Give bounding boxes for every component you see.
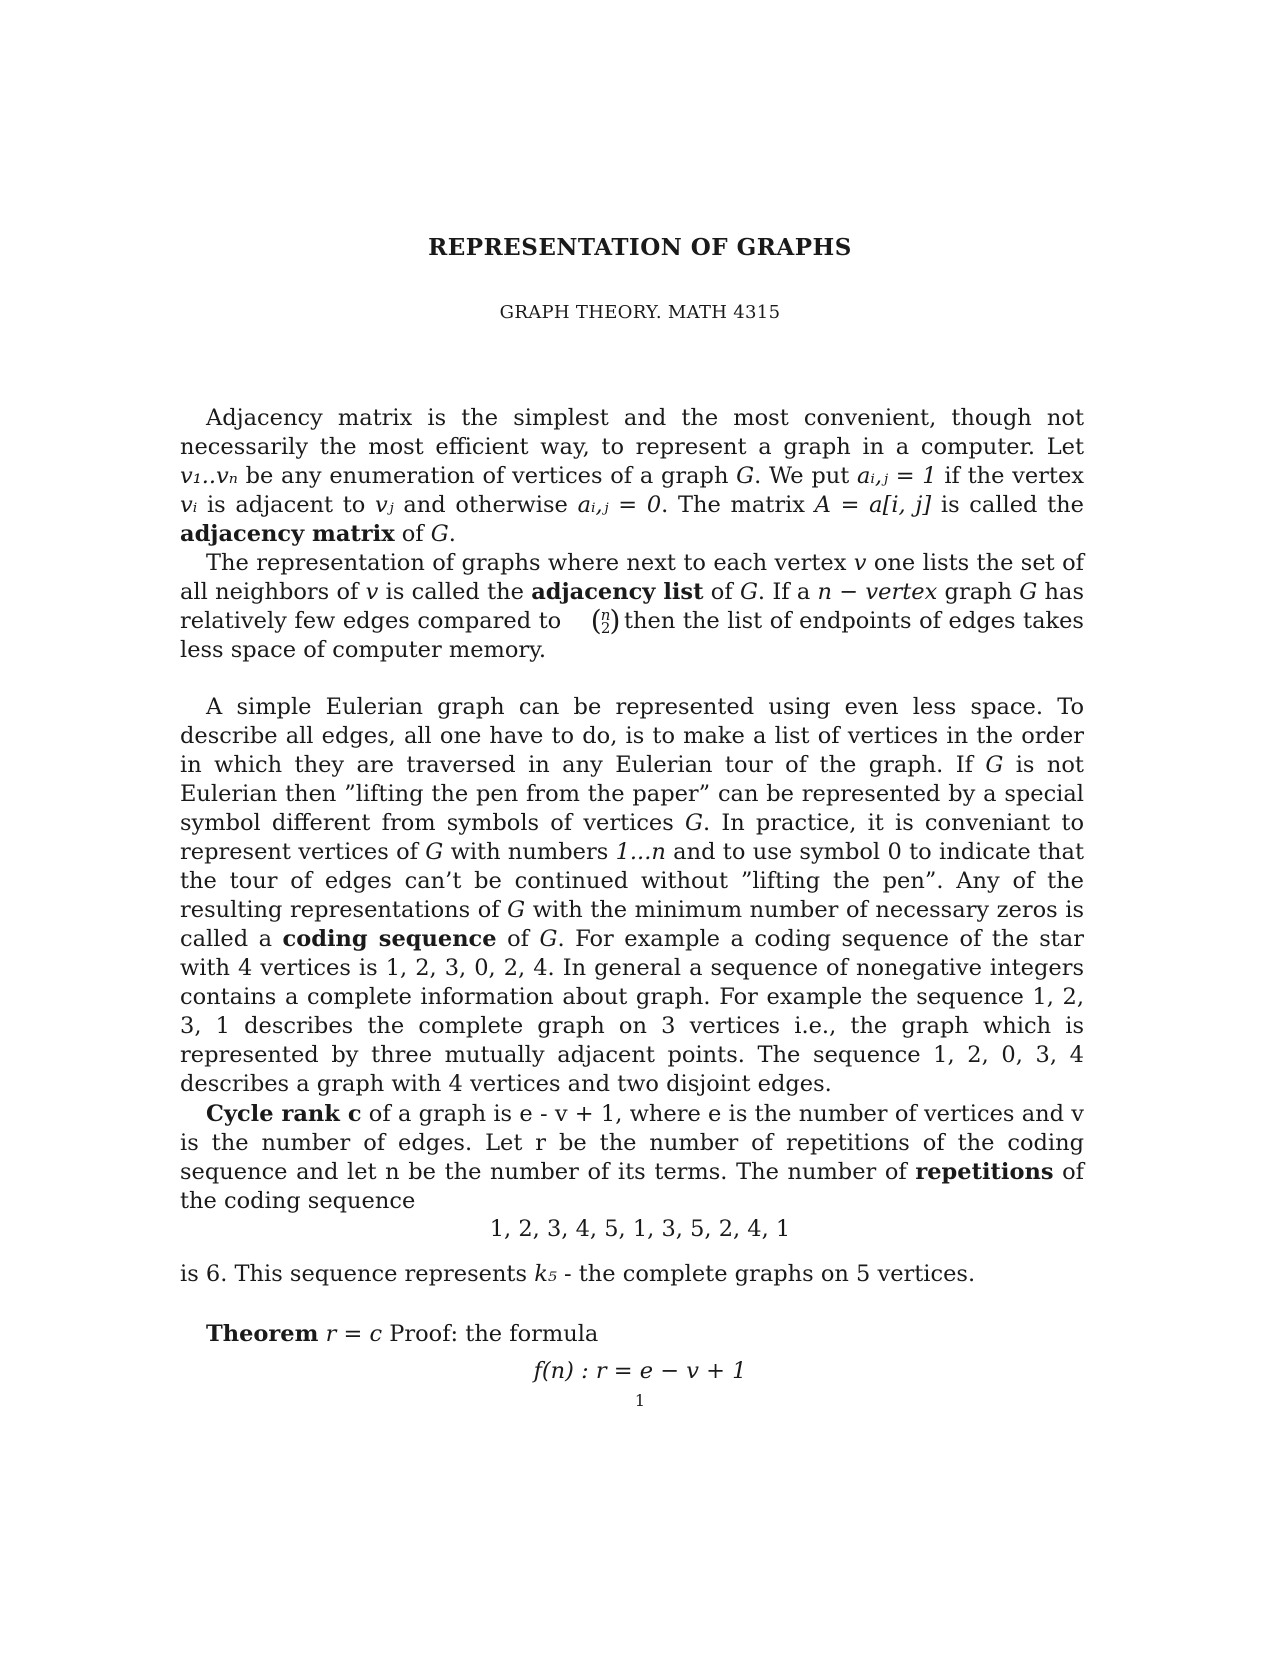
math: v₁..vₙ <box>180 463 238 489</box>
text: of the coding sequence <box>180 1159 1084 1214</box>
text: . We put <box>754 463 857 489</box>
text: . For example a coding sequence of the star with 4 vertices is 1, 2, 3, 0, 2, 4. In general a sequence of nonegative integers contains a complete information about graph. For example the sequence 1, 2, 3, 1 describes the complete graph on 3 vertices i.e., the graph which is represented by three mutually adjacent points. The sequence 1, 2, 0, 3, 4 describes a graph with 4 vertices and two disjoint edges. <box>180 926 1084 1097</box>
text: and otherwise <box>393 492 578 518</box>
text: is 6. This sequence represents <box>180 1261 535 1287</box>
page-subtitle: GRAPH THEORY. MATH 4315 <box>499 302 781 323</box>
display-formula <box>0 1358 1280 1384</box>
math: 1...n <box>615 839 666 865</box>
paragraph-adjacency-list <box>180 549 1084 665</box>
text: of <box>703 579 740 605</box>
text: of a graph is e - v + 1, where e is the number of vertices and v is the number of edges. Let r be the number of repetitions of the coding sequence and let n be the number of its terms. The number of <box>180 1101 1084 1185</box>
text: Adjacency matrix is the simplest and the most convenient, though not necessarily the most efficient way, to represent a graph in a computer. Let <box>180 405 1084 460</box>
math: v <box>365 579 379 605</box>
math: aᵢ,ⱼ = 1 <box>856 463 937 489</box>
text: has relatively few edges compared to <box>180 579 1085 634</box>
math: vⱼ <box>375 492 394 518</box>
text: Proof: the formula <box>382 1321 599 1347</box>
paragraph-adjacency-matrix <box>180 404 1084 549</box>
math: vᵢ <box>180 492 198 518</box>
page-title: REPRESENTATION OF GRAPHS <box>428 234 852 261</box>
math: G <box>425 839 444 865</box>
text: . <box>448 521 456 547</box>
text: is called the <box>378 579 532 605</box>
math: G <box>430 521 449 547</box>
text: The representation of graphs where next to each vertex <box>206 550 854 576</box>
text: then the list of endpoints of edges takes less space of computer memory. <box>180 608 1084 663</box>
math: G <box>1019 579 1038 605</box>
binomial-coefficient <box>569 606 617 637</box>
math: n − vertex <box>817 579 938 605</box>
paragraph-coding-sequence <box>180 693 1084 1099</box>
term-theorem: Theorem <box>206 1321 319 1347</box>
binom-bottom: 2 <box>600 619 611 637</box>
text: - the complete graphs on 5 vertices. <box>556 1261 976 1287</box>
text: graph <box>937 579 1020 605</box>
math: r = c <box>325 1321 383 1347</box>
binom-top: ( n <box>600 606 611 624</box>
paragraph-sequence-note <box>180 1260 1084 1289</box>
term-coding-sequence: coding sequence <box>282 926 497 952</box>
text: with the minimum number of necessary zeros is called a <box>180 897 1084 952</box>
math: G <box>685 810 703 836</box>
text: if the vertex <box>936 463 1084 489</box>
page-number: 1 <box>634 1391 646 1410</box>
text: . The matrix <box>661 492 815 518</box>
text: with numbers <box>443 839 616 865</box>
formula: f(n) : r = e − v + 1 <box>533 1358 747 1384</box>
text: is called the <box>931 492 1084 518</box>
math: G <box>507 897 526 923</box>
math: aᵢ,ⱼ = 0 <box>577 492 662 518</box>
term-repetitions: repetitions <box>915 1159 1054 1185</box>
text: . If a <box>757 579 818 605</box>
math: G <box>985 752 1004 778</box>
paragraph-cycle-rank <box>180 1100 1084 1216</box>
text: one lists the set of all neighbors of <box>180 550 1084 605</box>
text: A simple Eulerian graph can be represented using even less space. To describe all edges, all one have to do, is to make a list of vertices in the order in which they are traversed in any Eulerian tour of the graph. If <box>180 694 1084 778</box>
math: A = a[i, j] <box>814 492 932 518</box>
paragraph-theorem <box>180 1320 1084 1349</box>
term-adjacency-matrix: adjacency matrix <box>180 521 395 547</box>
math: G <box>736 463 755 489</box>
text: is not Eulerian then ”lifting the pen from the paper” can be represented by a special symbol different from symbols of vertices <box>180 752 1084 836</box>
math: G <box>539 926 558 952</box>
math: G <box>739 579 758 605</box>
text: be any enumeration of vertices of a graph <box>237 463 737 489</box>
term-cycle-rank: Cycle rank c <box>206 1101 362 1127</box>
text: of <box>496 926 540 952</box>
math: k₅ <box>534 1261 557 1287</box>
display-sequence: 1, 2, 3, 4, 5, 1, 3, 5, 2, 4, 1 <box>489 1216 791 1242</box>
text: is adjacent to <box>197 492 376 518</box>
text: and to use symbol 0 to indicate that the tour of edges can’t be continued without ”lifting the pen”. Any of the resulting representations of <box>180 839 1084 923</box>
text: of <box>394 521 431 547</box>
math: v <box>853 550 867 576</box>
text: . In practice, it is conveniant to represent vertices of <box>180 810 1085 865</box>
term-adjacency-list: adjacency list <box>531 579 704 605</box>
